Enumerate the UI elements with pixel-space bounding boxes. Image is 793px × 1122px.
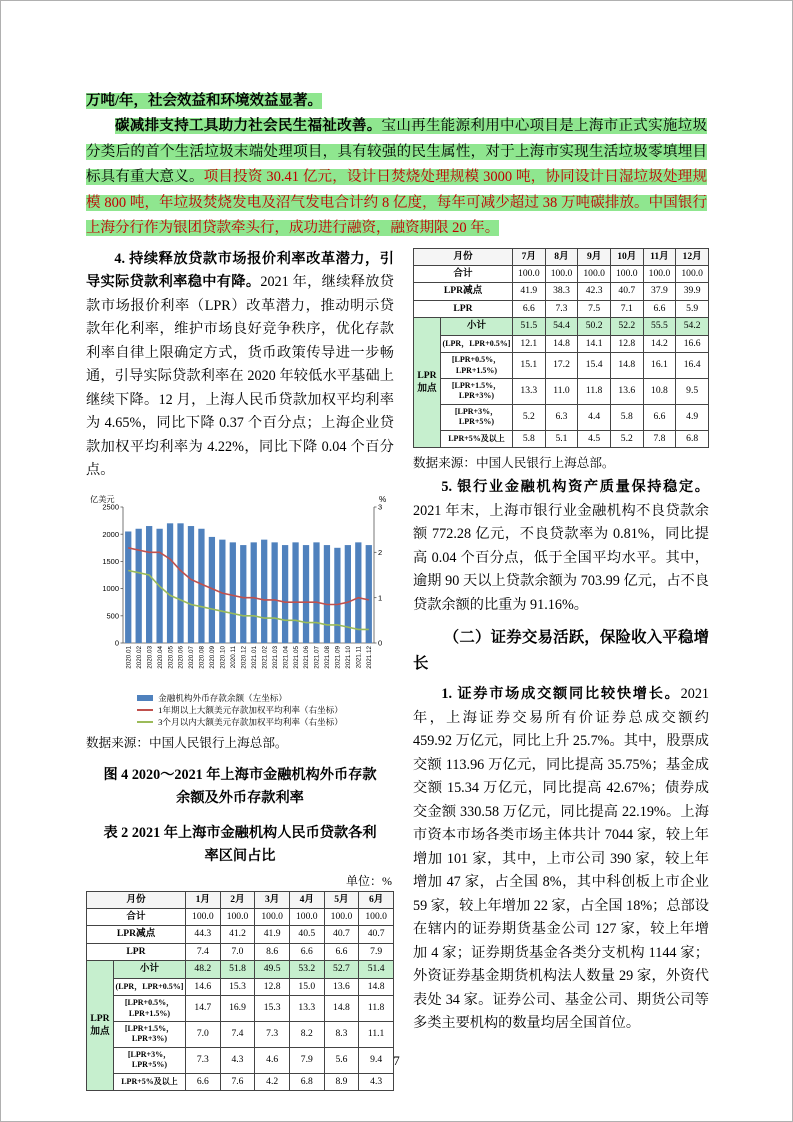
table-cell: 9.5 <box>676 379 709 405</box>
table-header-cell: 10月 <box>610 248 643 265</box>
left-axis-tick-label: 2000 <box>102 529 119 539</box>
table-cell: 13.3 <box>513 379 546 405</box>
page-number: 7 <box>393 1053 400 1068</box>
x-axis-label: 2021.08 <box>324 645 332 669</box>
table-cell: 6.6 <box>289 943 324 960</box>
table-cell: 13.3 <box>289 996 324 1022</box>
table-cell: 37.9 <box>643 283 676 300</box>
legend-bar-swatch <box>137 695 153 701</box>
deposit-bar <box>167 523 173 643</box>
x-axis-label: 2020.12 <box>240 645 248 669</box>
rate-line <box>128 547 369 604</box>
table-header-cell: 4月 <box>289 891 324 908</box>
paragraph-5-lead: 5. 银行业金融机构资产质量保持稳定。 <box>441 479 709 496</box>
x-axis-label: 2021.10 <box>345 645 353 669</box>
table-cell: 7.3 <box>255 1022 290 1048</box>
legend-line-swatch <box>137 721 153 723</box>
table-row <box>414 300 709 317</box>
table-cell: 16.4 <box>676 353 709 379</box>
table-row-label: (LPR，LPR+0.5%] <box>114 978 186 995</box>
figure-4-caption: 图 4 2020～2021 年上海市金融机构外币存款余额及外币存款利率 <box>103 766 377 806</box>
table-cell: 16.9 <box>220 996 255 1022</box>
x-axis-label: 2020.03 <box>146 645 154 669</box>
table-cell: 100.0 <box>578 265 611 282</box>
table-cell: 5.8 <box>513 430 546 447</box>
table-row-label: 合计 <box>87 908 186 925</box>
table-cell: 4.5 <box>578 430 611 447</box>
deposit-bar <box>355 542 361 643</box>
deposit-bar <box>334 547 340 642</box>
deposit-bar <box>230 542 236 643</box>
table-cell: 5.2 <box>513 404 546 430</box>
table-cell: 14.2 <box>643 335 676 352</box>
table-cell: 41.2 <box>220 926 255 943</box>
table-cell: 54.2 <box>676 318 709 335</box>
table-cell: 6.6 <box>186 1073 221 1090</box>
legend-label: 1年期以上大额美元存款加权平均利率（右坐标） <box>158 704 343 715</box>
table-header-row <box>87 891 394 908</box>
table-group-label: LPR加点 <box>414 318 441 448</box>
deposit-bar <box>303 545 309 643</box>
deposit-bar <box>188 526 194 643</box>
table-cell: 51.4 <box>359 961 394 978</box>
rate-table <box>413 248 709 449</box>
deposit-bar <box>240 545 246 643</box>
right-axis-tick-label: 1 <box>378 592 383 602</box>
highlight-line1 <box>86 89 707 114</box>
table-cell: 41.9 <box>513 283 546 300</box>
table-cell: 100.0 <box>220 908 255 925</box>
table-cell: 38.3 <box>545 283 578 300</box>
table-cell: 12.8 <box>255 978 290 995</box>
table-cell: 55.5 <box>643 318 676 335</box>
highlight-segment: 宝山再生能源利用中心项目是上海市正式实施垃圾分类后的首个生活垃圾末端处理项目，具有较强的民生属性，对于上海市实现生活垃圾零填埋目标具有重大意义。 <box>86 118 708 185</box>
x-axis-label: 2021.07 <box>313 645 321 669</box>
legend-item <box>137 705 343 716</box>
deposit-bar <box>292 542 298 643</box>
table-cell: 17.2 <box>545 353 578 379</box>
table-row <box>414 379 709 405</box>
table-cell: 44.3 <box>186 926 221 943</box>
table-cell: 14.1 <box>578 335 611 352</box>
table-cell: 12.8 <box>610 335 643 352</box>
x-axis-label: 2021.02 <box>261 645 269 669</box>
table-cell: 6.6 <box>324 943 359 960</box>
table-cell: 16.1 <box>643 353 676 379</box>
table-row-label: 合计 <box>414 265 513 282</box>
table-row <box>414 318 709 335</box>
paragraph-1-lead: 1. 证券市场成交额同比较快增长。 <box>441 686 681 703</box>
legend-item <box>137 717 343 728</box>
table-header-cell: 2月 <box>220 891 255 908</box>
table-header-cell: 1月 <box>186 891 221 908</box>
right-axis-title: % <box>379 494 387 504</box>
table-row-label: [LPR+3%，LPR+5%) <box>114 1047 186 1073</box>
paragraph-1-securities <box>413 683 709 1036</box>
x-axis-label: 2020.05 <box>167 645 175 669</box>
table-row-label: [LPR+0.5%，LPR+1.5%) <box>114 996 186 1022</box>
table-row <box>414 283 709 300</box>
table-cell: 6.6 <box>513 300 546 317</box>
table-row <box>87 943 394 960</box>
table-cell: 7.9 <box>289 1047 324 1073</box>
x-axis-label: 2021.01 <box>250 645 258 669</box>
x-axis-label: 2020.02 <box>135 645 143 669</box>
x-axis-label: 2021.05 <box>292 645 300 669</box>
x-axis-label: 2021.03 <box>271 645 279 669</box>
table-cell: 13.6 <box>610 379 643 405</box>
table-row-label: [LPR+1.5%，LPR+3%) <box>441 379 513 405</box>
table-cell: 4.3 <box>220 1047 255 1073</box>
table-cell: 100.0 <box>359 908 394 925</box>
table-2-unit-label: 单位：% <box>346 873 392 888</box>
deposit-bar <box>146 526 152 643</box>
deposit-bar <box>282 545 288 643</box>
table-cell: 100.0 <box>610 265 643 282</box>
deposit-bar <box>324 545 330 643</box>
table-cell: 4.4 <box>578 404 611 430</box>
table-cell: 15.3 <box>255 996 290 1022</box>
table-cell: 100.0 <box>324 908 359 925</box>
chart-legend <box>137 693 343 728</box>
table-cell: 14.6 <box>186 978 221 995</box>
table-cell: 7.1 <box>610 300 643 317</box>
highlight-segment: 碳减排支持工具助力社会民生福祉改善。 <box>115 118 382 134</box>
table-cell: 15.3 <box>220 978 255 995</box>
table-cell: 52.7 <box>324 961 359 978</box>
table-cell: 14.8 <box>359 978 394 995</box>
table-cell: 14.7 <box>186 996 221 1022</box>
table-cell: 11.1 <box>359 1022 394 1048</box>
table-cell: 6.3 <box>545 404 578 430</box>
x-axis-label: 2021.04 <box>282 645 290 669</box>
left-axis-tick-label: 1000 <box>102 583 119 593</box>
x-axis-label: 2020.04 <box>156 645 164 669</box>
table-row-label: LPR <box>87 943 186 960</box>
table-cell: 7.9 <box>359 943 394 960</box>
table-header-cell: 12月 <box>676 248 709 265</box>
highlight-paragraph <box>86 114 707 242</box>
table-cell: 11.8 <box>359 996 394 1022</box>
table-cell: 40.5 <box>289 926 324 943</box>
table-cell: 40.7 <box>359 926 394 943</box>
table-row-label: LPR+5%及以上 <box>114 1073 186 1090</box>
deposit-bar <box>272 542 278 643</box>
table-header-cell: 6月 <box>359 891 394 908</box>
table-cell: 4.9 <box>676 404 709 430</box>
x-axis-label: 2021.12 <box>366 645 373 669</box>
paragraph-5 <box>413 476 709 617</box>
deposit-bar <box>177 523 183 643</box>
paragraph-4-lead: 4. 持续释放贷款市场报价利率改革潜力，引导实际贷款利率稳中有降。 <box>86 250 394 290</box>
table-cell: 14.8 <box>324 996 359 1022</box>
section-heading-2: （二）证券交易活跃，保险收入平稳增长 <box>413 629 709 673</box>
table-cell: 5.6 <box>324 1047 359 1073</box>
table-cell: 14.8 <box>610 353 643 379</box>
table-cell: 54.4 <box>545 318 578 335</box>
table-cell: 7.0 <box>186 1022 221 1048</box>
table-header-cell: 5月 <box>324 891 359 908</box>
table-header-cell: 7月 <box>513 248 546 265</box>
right-axis-tick-label: 2 <box>378 547 383 557</box>
table-cell: 9.4 <box>359 1047 394 1073</box>
table-header-cell: 月份 <box>414 248 513 265</box>
highlight-block <box>86 89 707 242</box>
table-2-caption: 表 2 2021 年上海市金融机构人民币贷款各利率区间占比 <box>103 824 377 864</box>
table-cell: 49.5 <box>255 961 290 978</box>
table-cell: 42.3 <box>578 283 611 300</box>
table-cell: 11.0 <box>545 379 578 405</box>
legend-item <box>137 693 343 704</box>
table-cell: 15.1 <box>513 353 546 379</box>
table-header-row <box>414 248 709 265</box>
left-axis-tick-label: 2500 <box>102 502 119 512</box>
paragraph-4 <box>86 248 394 483</box>
legend-label: 3个月以内大额美元存款加权平均利率（右坐标） <box>158 716 343 727</box>
chart-data-source: 数据来源：中国人民银行上海总部。 <box>86 735 288 750</box>
table-cell: 16.6 <box>676 335 709 352</box>
table-cell: 15.4 <box>578 353 611 379</box>
table-cell: 6.8 <box>676 430 709 447</box>
table-cell: 7.0 <box>220 943 255 960</box>
table-cell: 5.8 <box>610 404 643 430</box>
left-axis-title: 亿美元 <box>90 494 115 504</box>
table-row-label: LPR <box>414 300 513 317</box>
right-axis-tick-label: 0 <box>378 638 383 648</box>
x-axis-label: 2020.09 <box>209 645 217 669</box>
x-axis-label: 2020.10 <box>219 645 227 669</box>
table-row <box>87 926 394 943</box>
table-cell: 48.2 <box>186 961 221 978</box>
table-row-label: (LPR，LPR+0.5%] <box>441 335 513 352</box>
paragraph-1-body: 2021 年，上海证券交易所有价证券总成交额约 459.92 万亿元，同比上升 25.7%。其中，股票成交额 113.96 万亿元，同比提高 35.75%；基金成交额 15.34 万亿元，同比提高 42.67%；债券成交金额 330.58 万亿元，同比提高 22.19%。上海市资本市场各类市场主体共计 7044 家，较上年增加 101 家，其中，上市公司 390 家，较上年增加 47 家，占全国 8%，其中科创板上市企业 59 家，较上年增加 22 家，占全国 18%；总部设在辖内的证券期货基金公司 127 家，较上年增加 4 家；证券期货基金各类分支机构 1144 家；外资证券基金期货机构法人数量 29 家，外资代表处 34 家。证券公司、基金公司、期货公司等多类主要机构的数量均居全国首位。 <box>413 686 709 1032</box>
table-cell: 51.8 <box>220 961 255 978</box>
chart-canvas <box>86 493 394 691</box>
table-row-label: 小计 <box>441 318 513 335</box>
table-row <box>414 404 709 430</box>
rate-line <box>128 570 369 629</box>
right-axis-tick-label: 3 <box>378 502 383 512</box>
table-header-cell: 8月 <box>545 248 578 265</box>
deposit-bar <box>136 528 142 642</box>
table-row-label: [LPR+3%，LPR+5%) <box>441 404 513 430</box>
deposit-bar <box>366 545 372 643</box>
table-cell: 100.0 <box>676 265 709 282</box>
table-row <box>87 1022 394 1048</box>
table-row-label: LPR减点 <box>414 283 513 300</box>
left-axis-tick-label: 0 <box>114 638 119 648</box>
table-cell: 7.3 <box>186 1047 221 1073</box>
x-axis-label: 2020.07 <box>188 645 196 669</box>
table-cell: 100.0 <box>513 265 546 282</box>
table-cell: 53.2 <box>289 961 324 978</box>
table-row <box>87 908 394 925</box>
table-row-label: [LPR+1.5%，LPR+3%) <box>114 1022 186 1048</box>
table-cell: 40.7 <box>324 926 359 943</box>
table-cell: 13.6 <box>324 978 359 995</box>
x-axis-label: 2020.08 <box>198 645 206 669</box>
table-row <box>87 996 394 1022</box>
table-cell: 6.6 <box>643 404 676 430</box>
table-cell: 7.4 <box>220 1022 255 1048</box>
table-cell: 14.8 <box>545 335 578 352</box>
legend-label: 金融机构外币存款余额（左坐标） <box>158 692 288 703</box>
table-cell: 40.7 <box>610 283 643 300</box>
table-header-cell: 3月 <box>255 891 290 908</box>
table-cell: 7.8 <box>643 430 676 447</box>
table-cell: 6.8 <box>289 1073 324 1090</box>
table-cell: 100.0 <box>255 908 290 925</box>
table-cell: 7.3 <box>545 300 578 317</box>
right-column <box>413 248 709 1092</box>
left-axis-tick-label: 1500 <box>102 556 119 566</box>
table-data-source: 数据来源：中国人民银行上海总部。 <box>413 456 615 471</box>
table-row <box>87 978 394 995</box>
x-axis-label: 2021.11 <box>355 645 363 668</box>
table-cell: 100.0 <box>545 265 578 282</box>
left-column <box>86 248 394 1092</box>
table-cell: 5.9 <box>676 300 709 317</box>
paragraph-5-body: 2021 年末，上海市银行业金融机构不良贷款余额 772.28 亿元，不良贷款率为 0.81%，同比提高 0.04 个百分点，低于全国平均水平。其中，逾期 90 天以上贷款余额为 703.99 亿元，占不良贷款余额的比重为 91.16%。 <box>413 502 709 613</box>
table-cell: 39.9 <box>676 283 709 300</box>
table-cell: 8.9 <box>324 1073 359 1090</box>
table-header-cell: 月份 <box>87 891 186 908</box>
left-axis-tick-label: 500 <box>106 610 119 620</box>
table-cell: 7.6 <box>220 1073 255 1090</box>
deposit-bar <box>251 542 257 643</box>
x-axis-label: 2021.09 <box>334 645 342 669</box>
table-cell: 50.2 <box>578 318 611 335</box>
x-axis-label: 2020.06 <box>177 645 185 669</box>
x-axis-label: 2020.11 <box>230 645 237 668</box>
highlight-line1-text: 万吨/年，社会效益和环境效益显著。 <box>86 93 323 109</box>
table-cell: 100.0 <box>643 265 676 282</box>
table-cell: 100.0 <box>289 908 324 925</box>
table-cell: 41.9 <box>255 926 290 943</box>
deposit-bar <box>313 542 319 643</box>
table-header-cell: 11月 <box>643 248 676 265</box>
deposit-bar <box>261 539 267 642</box>
paragraph-4-body: 2021 年，继续释放贷款市场报价利率（LPR）改革潜力，推动明示贷款年化利率，维护市场良好竞争秩序，优化存款利率自律上限确定方式，货币政策传导进一步畅通，引导实际贷款利率在 2020 年较低水平基础上继续下降。12 月，上海人民币贷款加权平均利率为 4.65%，同比下降 0.37 个百分点；上海企业贷款加权平均利率为 4.22%，同比下降 0.04 个百分点。 <box>86 274 394 478</box>
table-cell: 10.8 <box>643 379 676 405</box>
table-cell: 6.6 <box>643 300 676 317</box>
table-cell: 8.3 <box>324 1022 359 1048</box>
table-cell: 12.1 <box>513 335 546 352</box>
table-row-label: 小计 <box>114 961 186 978</box>
table-cell: 7.4 <box>186 943 221 960</box>
table-cell: 8.6 <box>255 943 290 960</box>
foreign-currency-deposit-chart <box>86 493 394 728</box>
table-row-label: LPR+5%及以上 <box>441 430 513 447</box>
table-cell: 8.2 <box>289 1022 324 1048</box>
table-row <box>87 1073 394 1090</box>
highlight-segment: 项目投资 30.41 亿元，设计日焚烧处理规模 3000 吨，协同设计日湿垃圾处理规模 800 吨，年垃圾焚烧发电及沼气发电合计约 8 亿度，每年可减少超过 38 万吨碳排放。中国银行上海分行作为银团贷款牵头行，成功进行融资，融资期限 20 年。 <box>86 169 708 236</box>
table-cell: 4.2 <box>255 1073 290 1090</box>
legend-line-swatch <box>137 709 153 711</box>
table-row <box>87 961 394 978</box>
two-column-body <box>86 248 707 1092</box>
table-cell: 52.2 <box>610 318 643 335</box>
table-row <box>414 335 709 352</box>
x-axis-label: 2021.06 <box>303 645 311 669</box>
x-axis-label: 2020.01 <box>125 645 133 669</box>
table-group-label: LPR加点 <box>87 961 114 1091</box>
table-row-label: [LPR+0.5%，LPR+1.5%) <box>441 353 513 379</box>
table-cell: 5.2 <box>610 430 643 447</box>
table-cell: 15.0 <box>289 978 324 995</box>
table-cell: 7.5 <box>578 300 611 317</box>
table-cell: 51.5 <box>513 318 546 335</box>
table-row <box>414 353 709 379</box>
table-cell: 5.1 <box>545 430 578 447</box>
table-header-cell: 9月 <box>578 248 611 265</box>
table-row <box>414 265 709 282</box>
table-cell: 4.3 <box>359 1073 394 1090</box>
rate-table-jul-dec <box>413 248 709 449</box>
table-cell: 4.6 <box>255 1047 290 1073</box>
table-cell: 100.0 <box>186 908 221 925</box>
table-row <box>414 430 709 447</box>
table-cell: 11.8 <box>578 379 611 405</box>
table-row-label: LPR减点 <box>87 926 186 943</box>
